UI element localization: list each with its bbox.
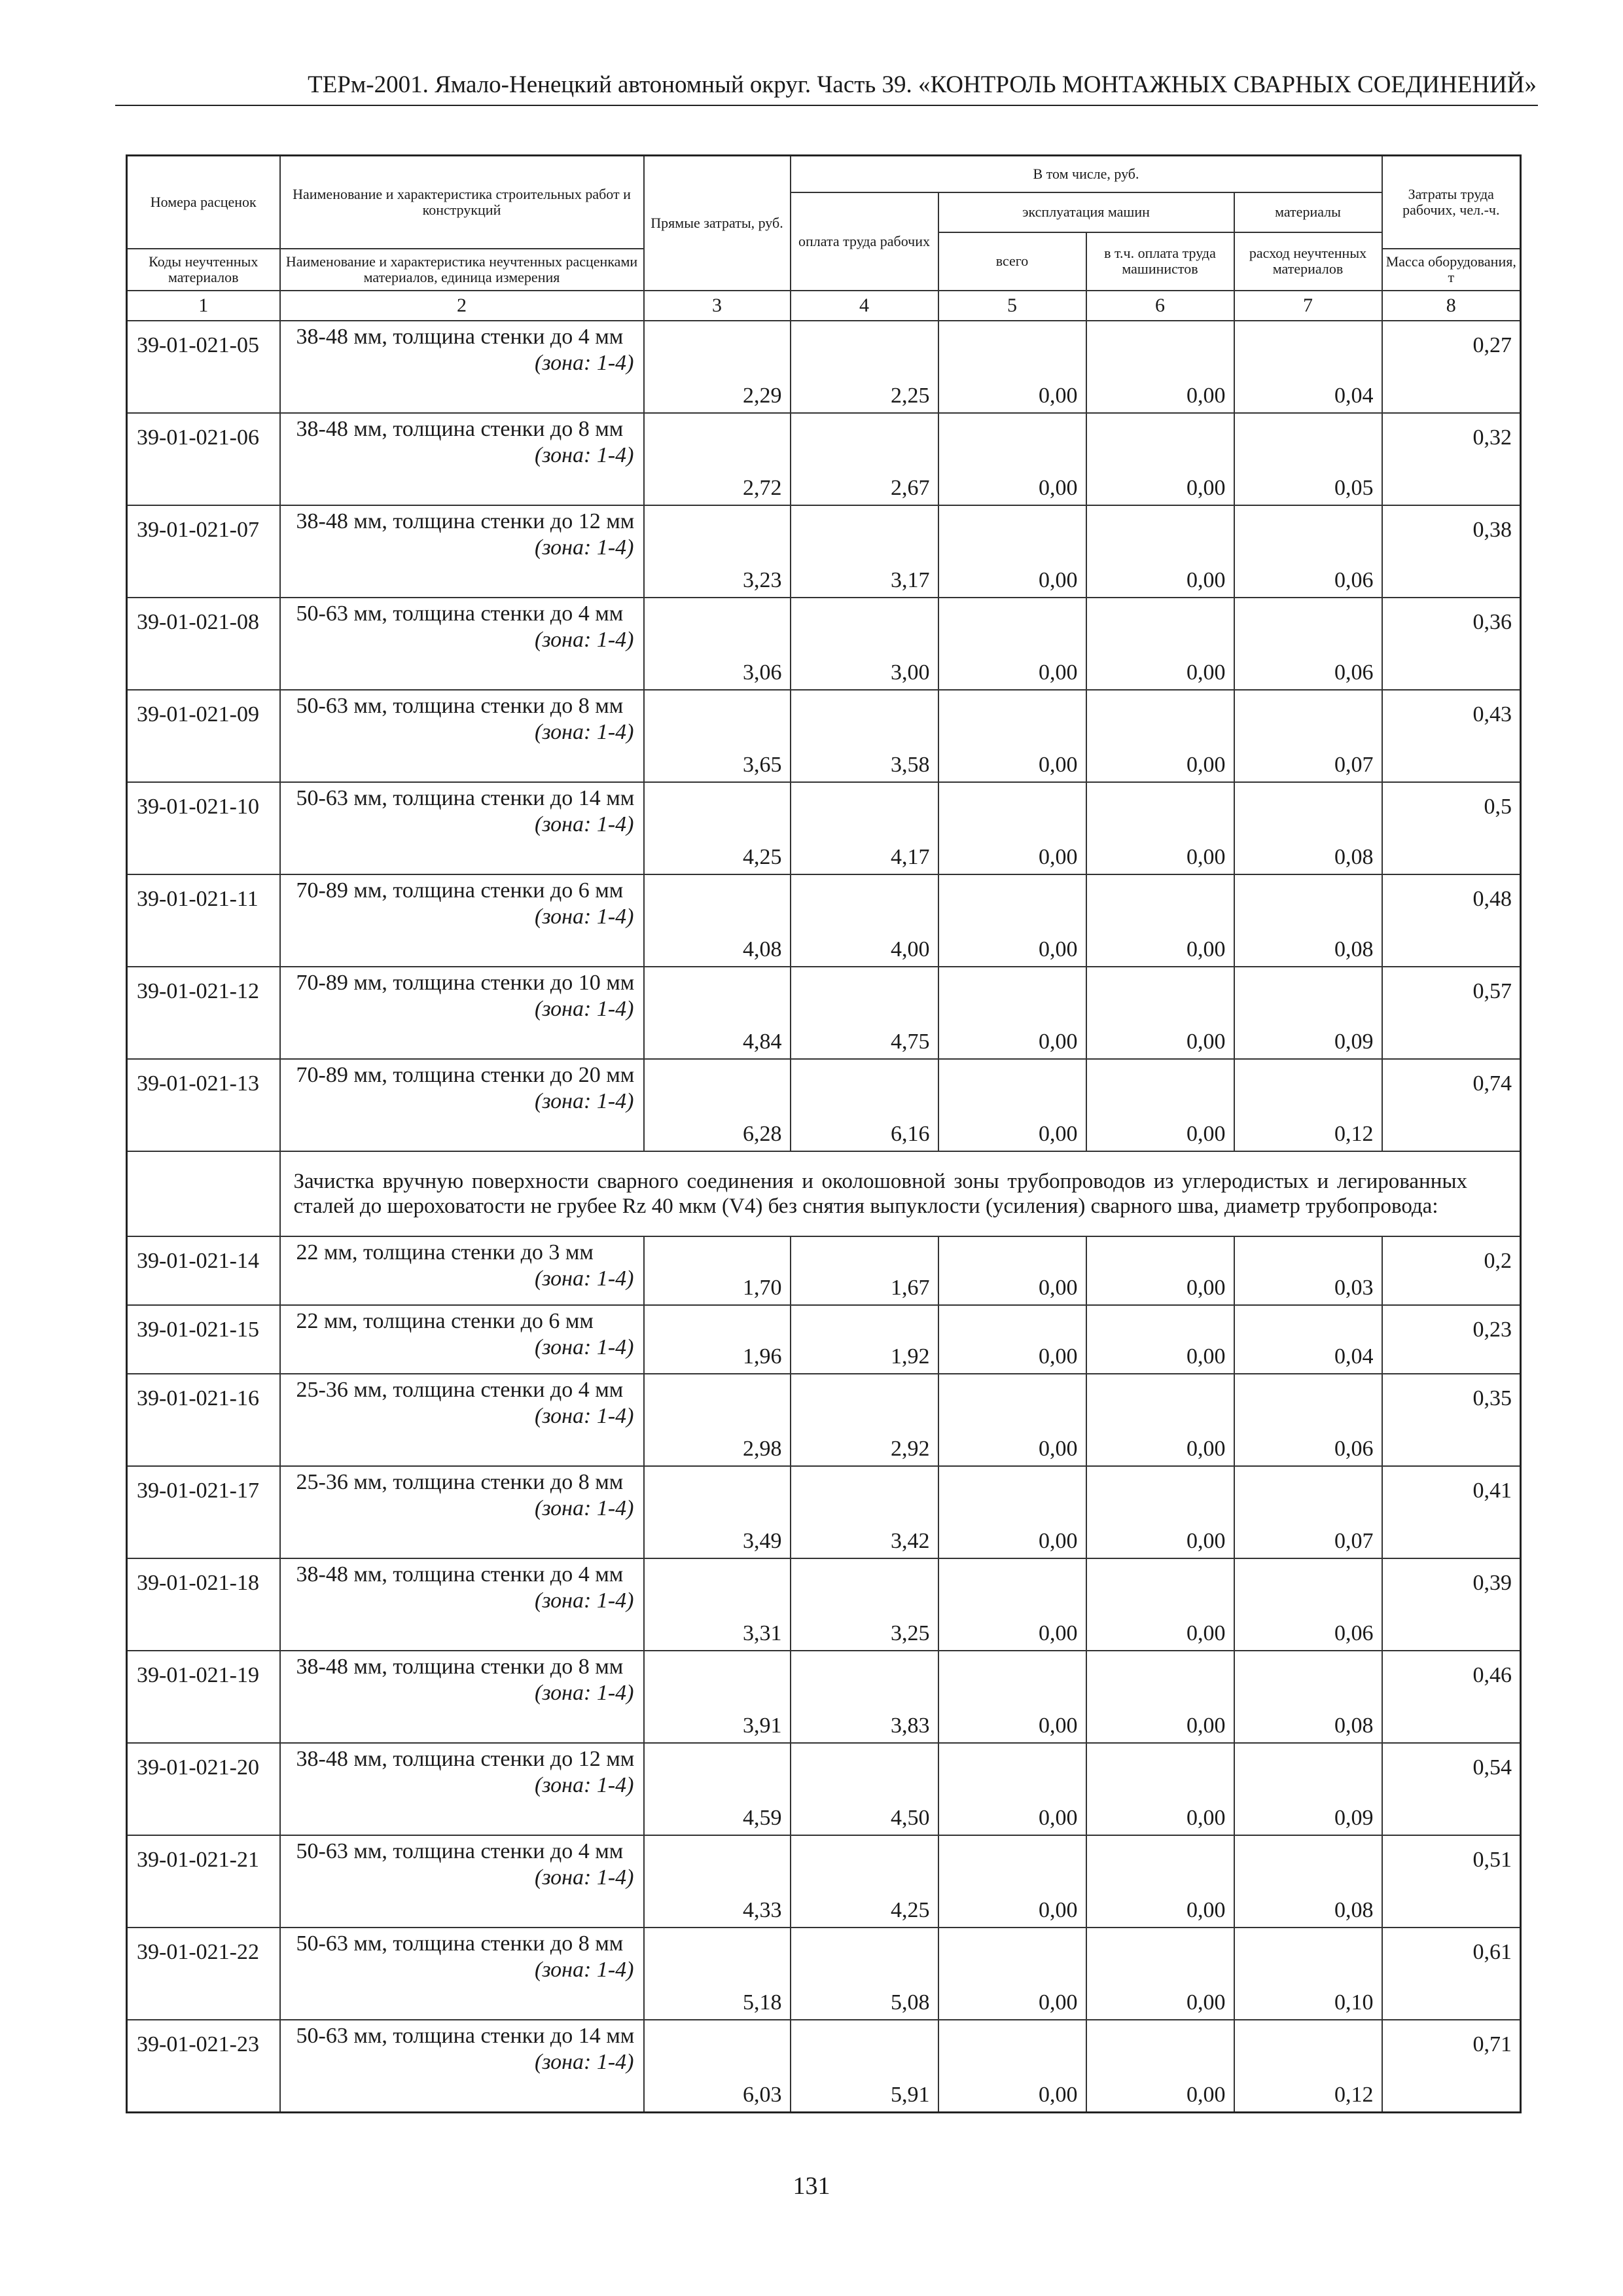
- work-name: 50-63 мм, толщина стенки до 4 мм: [296, 601, 624, 626]
- work-name: 50-63 мм, толщина стенки до 14 мм: [296, 786, 635, 810]
- rate-code: 39-01-021-17: [127, 1466, 280, 1558]
- zone-label: (зона: 1-4): [535, 720, 634, 744]
- work-name: 38-48 мм, толщина стенки до 4 мм: [296, 1562, 624, 1587]
- machines-total: 0,00: [938, 1928, 1086, 2020]
- zone-label: (зона: 1-4): [535, 1089, 634, 1113]
- table-row: [127, 505, 1521, 598]
- work-description: [280, 1651, 644, 1743]
- rate-code: 39-01-021-13: [127, 1059, 280, 1151]
- materials-cost: 0,04: [1234, 1305, 1382, 1374]
- labor-hours: 0,48: [1382, 874, 1521, 967]
- worker-pay: 4,17: [791, 782, 938, 874]
- column-number: 1: [127, 291, 280, 321]
- table-row: [127, 1743, 1521, 1835]
- column-number: 8: [1382, 291, 1521, 321]
- direct-costs: 4,84: [644, 967, 791, 1059]
- machinist-pay: 0,00: [1086, 1236, 1234, 1305]
- work-description: [280, 321, 644, 413]
- machinist-pay: 0,00: [1086, 1835, 1234, 1928]
- materials-cost: 0,08: [1234, 782, 1382, 874]
- machines-total: 0,00: [938, 1059, 1086, 1151]
- rate-code: 39-01-021-09: [127, 690, 280, 782]
- work-name: 70-89 мм, толщина стенки до 6 мм: [296, 878, 624, 903]
- header-material-codes: Коды неучтенных материалов: [127, 249, 280, 291]
- labor-hours: 0,39: [1382, 1558, 1521, 1651]
- worker-pay: 3,83: [791, 1651, 938, 1743]
- worker-pay: 4,75: [791, 967, 938, 1059]
- machinist-pay: 0,00: [1086, 690, 1234, 782]
- zone-label: (зона: 1-4): [535, 443, 634, 467]
- direct-costs: 4,08: [644, 874, 791, 967]
- zone-label: (зона: 1-4): [535, 1404, 634, 1428]
- machines-total: 0,00: [938, 2020, 1086, 2112]
- materials-cost: 0,10: [1234, 1928, 1382, 2020]
- machinist-pay: 0,00: [1086, 1374, 1234, 1466]
- table-row: [127, 690, 1521, 782]
- rate-code: 39-01-021-15: [127, 1305, 280, 1374]
- zone-label: (зона: 1-4): [535, 905, 634, 929]
- table-row: [127, 598, 1521, 690]
- work-description: [280, 598, 644, 690]
- machinist-pay: 0,00: [1086, 1059, 1234, 1151]
- table-row: [127, 413, 1521, 505]
- machinist-pay: 0,00: [1086, 967, 1234, 1059]
- labor-hours: 0,38: [1382, 505, 1521, 598]
- machines-total: 0,00: [938, 1374, 1086, 1466]
- direct-costs: 2,29: [644, 321, 791, 413]
- worker-pay: 1,67: [791, 1236, 938, 1305]
- materials-cost: 0,08: [1234, 874, 1382, 967]
- zone-label: (зона: 1-4): [535, 535, 634, 560]
- direct-costs: 3,23: [644, 505, 791, 598]
- direct-costs: 6,28: [644, 1059, 791, 1151]
- work-description: [280, 1236, 644, 1305]
- machines-total: 0,00: [938, 874, 1086, 967]
- direct-costs: 6,03: [644, 2020, 791, 2112]
- column-number: 4: [791, 291, 938, 321]
- section-code-cell: [127, 1151, 280, 1236]
- materials-cost: 0,06: [1234, 598, 1382, 690]
- labor-hours: 0,43: [1382, 690, 1521, 782]
- materials-cost: 0,07: [1234, 690, 1382, 782]
- machines-total: 0,00: [938, 1236, 1086, 1305]
- rates-table: [126, 154, 1522, 2113]
- labor-hours: 0,32: [1382, 413, 1521, 505]
- work-name: 38-48 мм, толщина стенки до 8 мм: [296, 1655, 624, 1679]
- labor-hours: 0,2: [1382, 1236, 1521, 1305]
- rate-code: 39-01-021-18: [127, 1558, 280, 1651]
- materials-cost: 0,06: [1234, 505, 1382, 598]
- header-rate-numbers: Номера расценок: [127, 156, 280, 249]
- machines-total: 0,00: [938, 1651, 1086, 1743]
- machinist-pay: 0,00: [1086, 321, 1234, 413]
- column-number: 5: [938, 291, 1086, 321]
- labor-hours: 0,71: [1382, 2020, 1521, 2112]
- machinist-pay: 0,00: [1086, 413, 1234, 505]
- rate-code: 39-01-021-23: [127, 2020, 280, 2112]
- rate-code: 39-01-021-20: [127, 1743, 280, 1835]
- worker-pay: 3,58: [791, 690, 938, 782]
- header-equipment-mass: Масса оборудования, т: [1382, 249, 1521, 291]
- table-row: [127, 1928, 1521, 2020]
- work-name: 70-89 мм, толщина стенки до 20 мм: [296, 1063, 635, 1087]
- table-row: [127, 1059, 1521, 1151]
- direct-costs: 4,59: [644, 1743, 791, 1835]
- work-name: 50-63 мм, толщина стенки до 4 мм: [296, 1839, 624, 1863]
- materials-cost: 0,06: [1234, 1374, 1382, 1466]
- machinist-pay: 0,00: [1086, 1928, 1234, 2020]
- work-name: 22 мм, толщина стенки до 3 мм: [296, 1240, 594, 1265]
- column-number: 2: [280, 291, 644, 321]
- direct-costs: 1,96: [644, 1305, 791, 1374]
- rate-code: 39-01-021-21: [127, 1835, 280, 1928]
- rates-group-b: [127, 1236, 1521, 2112]
- rate-code: 39-01-021-06: [127, 413, 280, 505]
- header-material-names: Наименование и характеристика неучтенных расценками материалов, единица измерения: [280, 249, 644, 291]
- table-row: [127, 1558, 1521, 1651]
- table-row: [127, 2020, 1521, 2112]
- labor-hours: 0,54: [1382, 1743, 1521, 1835]
- rate-code: 39-01-021-11: [127, 874, 280, 967]
- zone-label: (зона: 1-4): [535, 812, 634, 836]
- work-description: [280, 967, 644, 1059]
- work-description: [280, 1928, 644, 2020]
- labor-hours: 0,46: [1382, 1651, 1521, 1743]
- zone-label: (зона: 1-4): [535, 1335, 634, 1359]
- direct-costs: 3,91: [644, 1651, 791, 1743]
- rate-code: 39-01-021-08: [127, 598, 280, 690]
- table-row: [127, 1236, 1521, 1305]
- labor-hours: 0,35: [1382, 1374, 1521, 1466]
- machinist-pay: 0,00: [1086, 1466, 1234, 1558]
- direct-costs: 3,06: [644, 598, 791, 690]
- section-heading-group: [127, 1151, 1521, 1236]
- materials-cost: 0,12: [1234, 2020, 1382, 2112]
- materials-cost: 0,03: [1234, 1236, 1382, 1305]
- machinist-pay: 0,00: [1086, 874, 1234, 967]
- zone-label: (зона: 1-4): [535, 1588, 634, 1613]
- column-number: 7: [1234, 291, 1382, 321]
- machinist-pay: 0,00: [1086, 782, 1234, 874]
- worker-pay: 2,67: [791, 413, 938, 505]
- materials-cost: 0,08: [1234, 1651, 1382, 1743]
- rate-code: 39-01-021-12: [127, 967, 280, 1059]
- worker-pay: 3,00: [791, 598, 938, 690]
- work-description: [280, 505, 644, 598]
- rate-code: 39-01-021-05: [127, 321, 280, 413]
- materials-cost: 0,05: [1234, 413, 1382, 505]
- rate-code: 39-01-021-16: [127, 1374, 280, 1466]
- worker-pay: 4,25: [791, 1835, 938, 1928]
- work-description: [280, 1374, 644, 1466]
- worker-pay: 2,92: [791, 1374, 938, 1466]
- direct-costs: 2,72: [644, 413, 791, 505]
- materials-cost: 0,04: [1234, 321, 1382, 413]
- work-name: 50-63 мм, толщина стенки до 8 мм: [296, 694, 624, 718]
- machines-total: 0,00: [938, 1835, 1086, 1928]
- work-name: 38-48 мм, толщина стенки до 4 мм: [296, 325, 624, 349]
- materials-cost: 0,12: [1234, 1059, 1382, 1151]
- machines-total: 0,00: [938, 413, 1086, 505]
- labor-hours: 0,51: [1382, 1835, 1521, 1928]
- worker-pay: 4,50: [791, 1743, 938, 1835]
- rates-group-a: [127, 321, 1521, 1151]
- labor-hours: 0,74: [1382, 1059, 1521, 1151]
- header-materials: материалы: [1234, 192, 1382, 232]
- machinist-pay: 0,00: [1086, 1305, 1234, 1374]
- work-description: [280, 1835, 644, 1928]
- zone-label: (зона: 1-4): [535, 351, 634, 375]
- work-name: 22 мм, толщина стенки до 6 мм: [296, 1309, 594, 1333]
- materials-cost: 0,09: [1234, 967, 1382, 1059]
- work-name: 50-63 мм, толщина стенки до 14 мм: [296, 2024, 635, 2048]
- table-row: [127, 874, 1521, 967]
- table-row: [127, 1651, 1521, 1743]
- direct-costs: 3,31: [644, 1558, 791, 1651]
- materials-cost: 0,08: [1234, 1835, 1382, 1928]
- worker-pay: 3,42: [791, 1466, 938, 1558]
- machines-total: 0,00: [938, 1305, 1086, 1374]
- table-row: [127, 321, 1521, 413]
- work-name: 38-48 мм, толщина стенки до 12 мм: [296, 509, 635, 533]
- work-name: 50-63 мм, толщина стенки до 8 мм: [296, 1931, 624, 1956]
- machines-total: 0,00: [938, 690, 1086, 782]
- direct-costs: 4,33: [644, 1835, 791, 1928]
- table-row: [127, 967, 1521, 1059]
- zone-label: (зона: 1-4): [535, 628, 634, 652]
- worker-pay: 5,91: [791, 2020, 938, 2112]
- page-header: ТЕРм-2001. Ямало-Ненецкий автономный округ. Часть 39. «КОНТРОЛЬ МОНТАЖНЫХ СВАРНЫХ СОЕДИНЕНИЙ»: [308, 71, 1537, 98]
- labor-hours: 0,36: [1382, 598, 1521, 690]
- work-description: [280, 1305, 644, 1374]
- machinist-pay: 0,00: [1086, 2020, 1234, 2112]
- machinist-pay: 0,00: [1086, 1651, 1234, 1743]
- machinist-pay: 0,00: [1086, 598, 1234, 690]
- worker-pay: 3,17: [791, 505, 938, 598]
- zone-label: (зона: 1-4): [535, 1496, 634, 1520]
- table-row: [127, 1374, 1521, 1466]
- worker-pay: 3,25: [791, 1558, 938, 1651]
- header-machinist-pay: в т.ч. оплата труда машинистов: [1086, 232, 1234, 291]
- header-rule: [115, 105, 1538, 106]
- table-row: [127, 1466, 1521, 1558]
- worker-pay: 1,92: [791, 1305, 938, 1374]
- zone-label: (зона: 1-4): [535, 1773, 634, 1797]
- direct-costs: 3,65: [644, 690, 791, 782]
- zone-label: (зона: 1-4): [535, 1266, 634, 1291]
- work-description: [280, 1059, 644, 1151]
- zone-label: (зона: 1-4): [535, 2050, 634, 2074]
- machines-total: 0,00: [938, 1558, 1086, 1651]
- materials-cost: 0,09: [1234, 1743, 1382, 1835]
- materials-cost: 0,06: [1234, 1558, 1382, 1651]
- machines-total: 0,00: [938, 505, 1086, 598]
- zone-label: (зона: 1-4): [535, 1681, 634, 1705]
- work-name: 25-36 мм, толщина стенки до 4 мм: [296, 1378, 624, 1402]
- machines-total: 0,00: [938, 782, 1086, 874]
- work-description: [280, 690, 644, 782]
- header-unaccounted-materials: расход неучтенных материалов: [1234, 232, 1382, 291]
- direct-costs: 2,98: [644, 1374, 791, 1466]
- machines-total: 0,00: [938, 321, 1086, 413]
- machinist-pay: 0,00: [1086, 505, 1234, 598]
- table-row: [127, 1305, 1521, 1374]
- work-name: 38-48 мм, толщина стенки до 8 мм: [296, 417, 624, 441]
- worker-pay: 6,16: [791, 1059, 938, 1151]
- header-machines-total: всего: [938, 232, 1086, 291]
- materials-cost: 0,07: [1234, 1466, 1382, 1558]
- header-direct-costs: Прямые затраты, руб.: [644, 156, 791, 291]
- machines-total: 0,00: [938, 1743, 1086, 1835]
- direct-costs: 3,49: [644, 1466, 791, 1558]
- machinist-pay: 0,00: [1086, 1558, 1234, 1651]
- column-number: 3: [644, 291, 791, 321]
- zone-label: (зона: 1-4): [535, 997, 634, 1021]
- zone-label: (зона: 1-4): [535, 1865, 634, 1890]
- rate-code: 39-01-021-10: [127, 782, 280, 874]
- work-description: [280, 782, 644, 874]
- rate-code: 39-01-021-07: [127, 505, 280, 598]
- machines-total: 0,00: [938, 1466, 1086, 1558]
- header-work-name: Наименование и характеристика строительных работ и конструкций: [280, 156, 644, 249]
- worker-pay: 5,08: [791, 1928, 938, 2020]
- header-labor-hours: Затраты труда рабочих, чел.-ч.: [1382, 156, 1521, 249]
- machines-total: 0,00: [938, 598, 1086, 690]
- labor-hours: 0,61: [1382, 1928, 1521, 2020]
- machines-total: 0,00: [938, 967, 1086, 1059]
- labor-hours: 0,41: [1382, 1466, 1521, 1558]
- table-row: [127, 1835, 1521, 1928]
- work-name: 38-48 мм, толщина стенки до 12 мм: [296, 1747, 635, 1771]
- labor-hours: 0,27: [1382, 321, 1521, 413]
- work-name: 70-89 мм, толщина стенки до 10 мм: [296, 971, 635, 995]
- work-description: [280, 1466, 644, 1558]
- work-description: [280, 1558, 644, 1651]
- work-description: [280, 413, 644, 505]
- direct-costs: 1,70: [644, 1236, 791, 1305]
- table-row: [127, 782, 1521, 874]
- header-including: В том числе, руб.: [791, 156, 1382, 192]
- rate-code: 39-01-021-14: [127, 1236, 280, 1305]
- page-number: 131: [793, 2172, 830, 2200]
- work-description: [280, 874, 644, 967]
- zone-label: (зона: 1-4): [535, 1958, 634, 1982]
- column-number: 6: [1086, 291, 1234, 321]
- machinist-pay: 0,00: [1086, 1743, 1234, 1835]
- labor-hours: 0,23: [1382, 1305, 1521, 1374]
- work-description: [280, 1743, 644, 1835]
- header-worker-pay: оплата труда рабочих: [791, 192, 938, 291]
- rate-code: 39-01-021-19: [127, 1651, 280, 1743]
- work-name: 25-36 мм, толщина стенки до 8 мм: [296, 1470, 624, 1494]
- work-description: [280, 2020, 644, 2112]
- direct-costs: 5,18: [644, 1928, 791, 2020]
- labor-hours: 0,57: [1382, 967, 1521, 1059]
- worker-pay: 2,25: [791, 321, 938, 413]
- labor-hours: 0,5: [1382, 782, 1521, 874]
- section-heading: Зачистка вручную поверхности сварного соединения и околошовной зоны трубопроводов из углеродистых и легированных сталей до шероховатости не грубее Rz 40 мкм (V4) без снятия выпуклости (усиления) сварного шва, диаметр трубопровода:: [280, 1151, 1521, 1236]
- header-machine-operation: эксплуатация машин: [938, 192, 1234, 232]
- direct-costs: 4,25: [644, 782, 791, 874]
- rate-code: 39-01-021-22: [127, 1928, 280, 2020]
- worker-pay: 4,00: [791, 874, 938, 967]
